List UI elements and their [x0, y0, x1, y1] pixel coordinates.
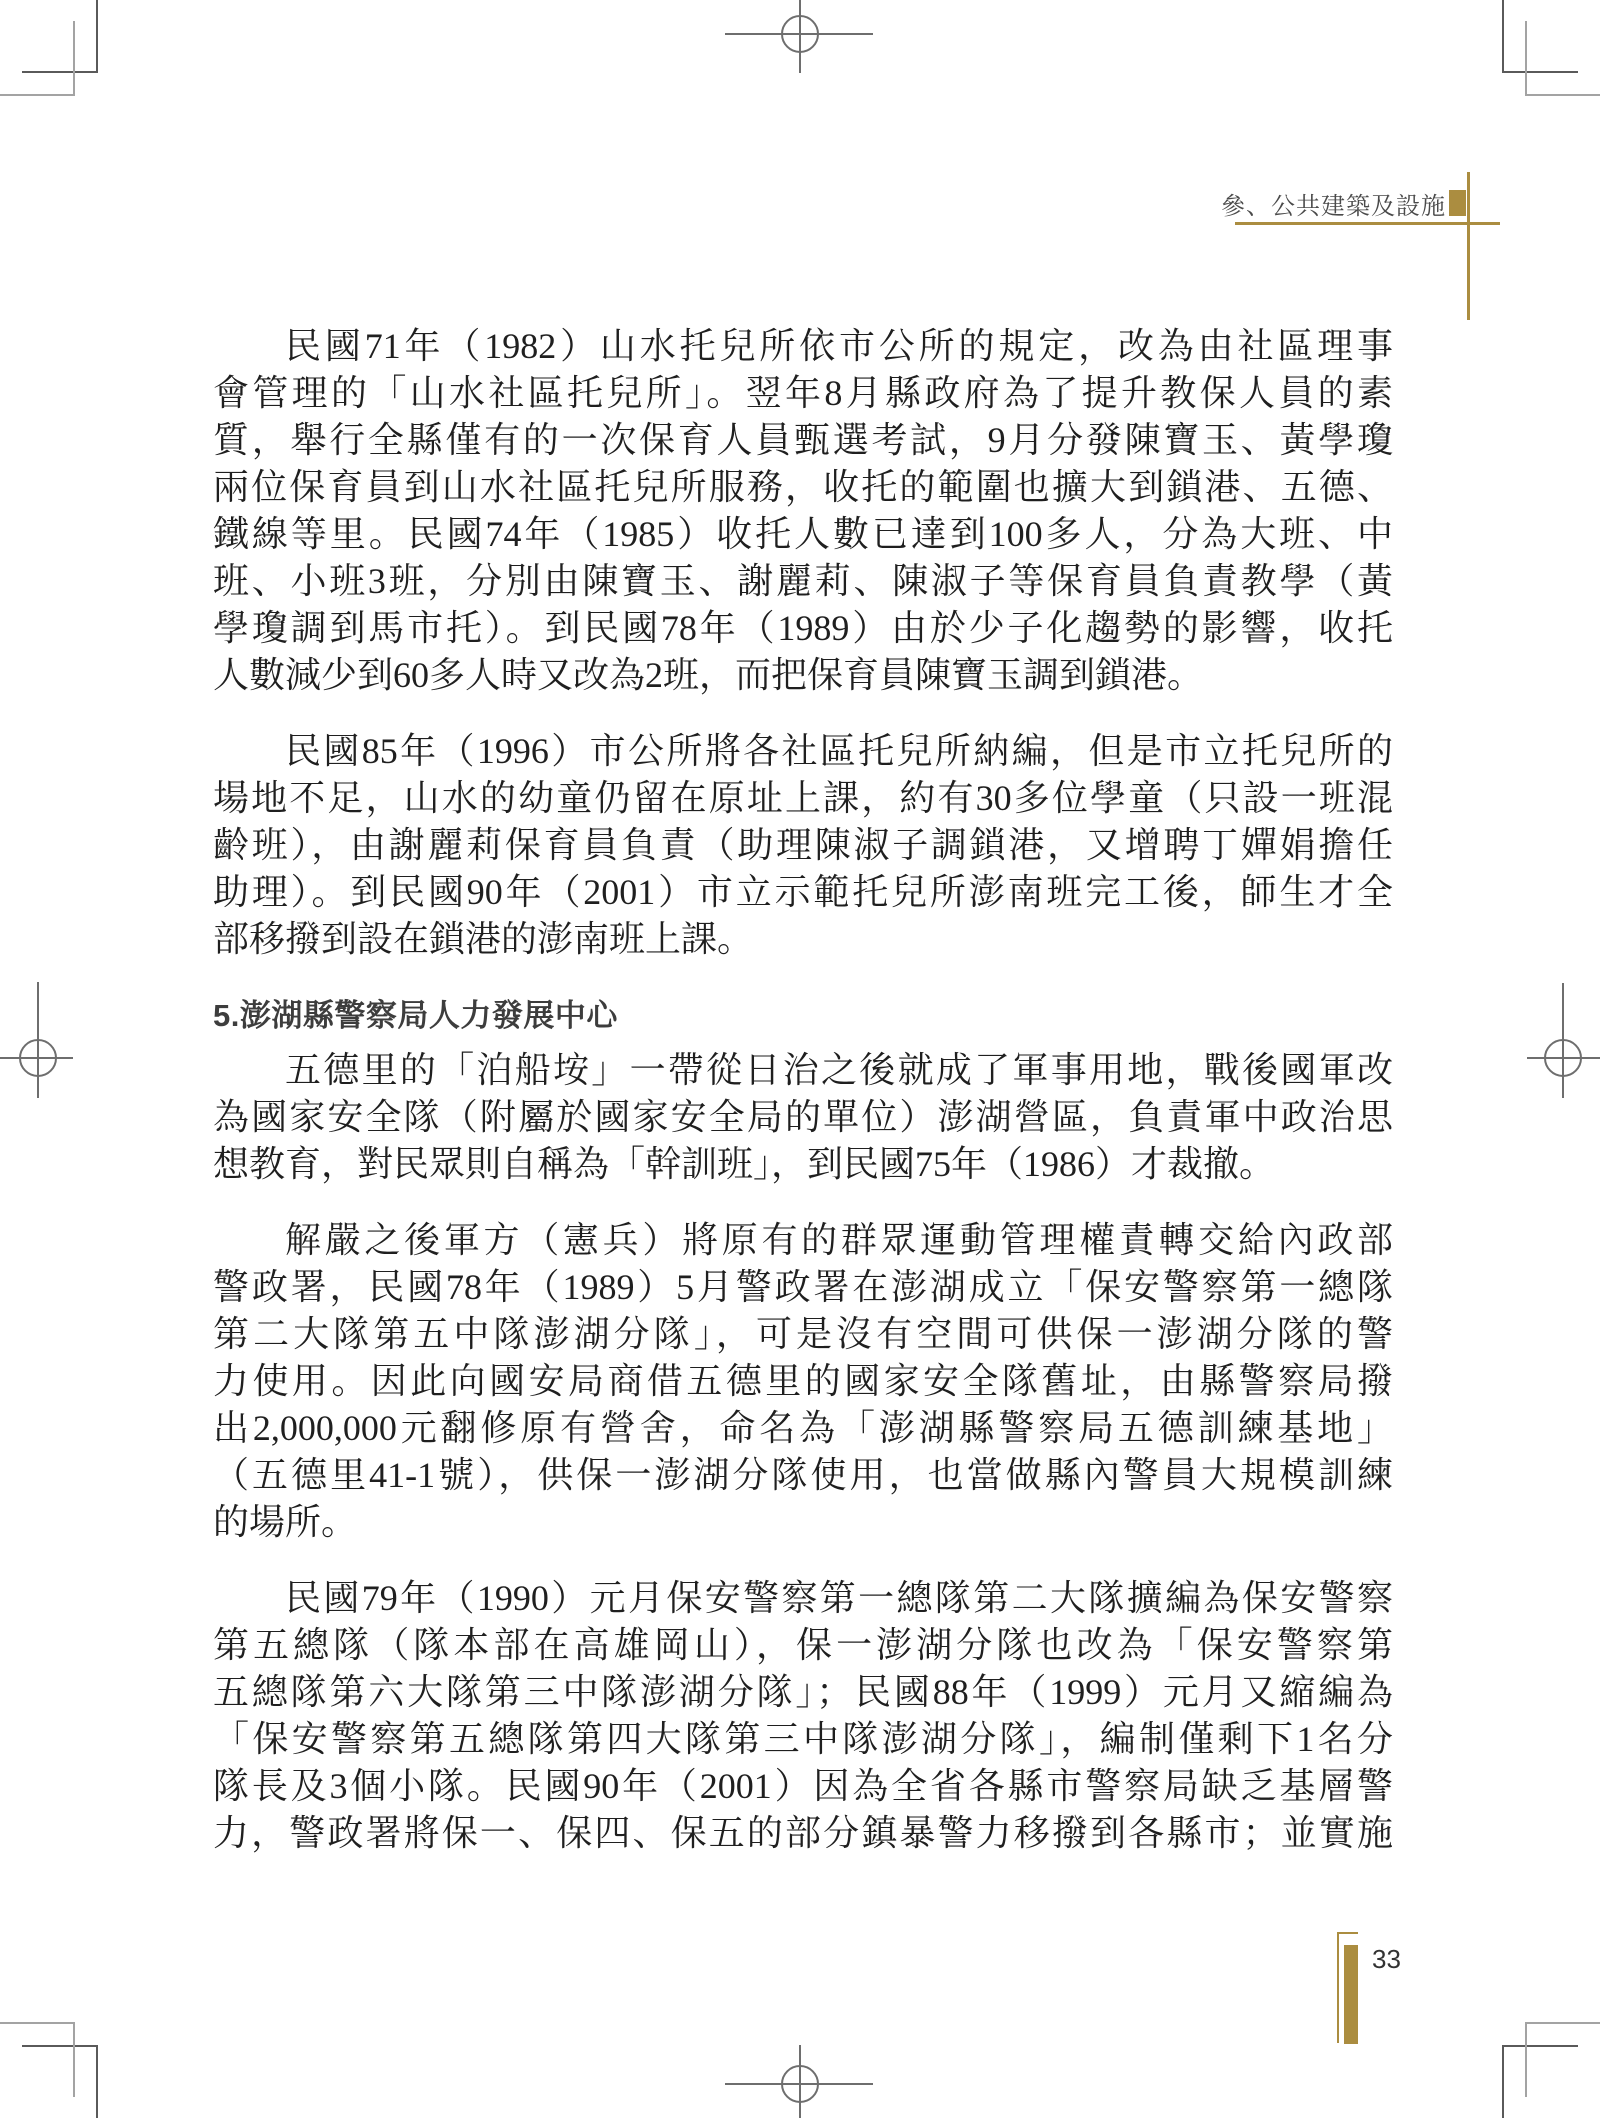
paragraph-4 [213, 1217, 1393, 1546]
crop-mark-bottom-right [1525, 2022, 1527, 2097]
text-line: 齡班），由謝麗莉保育員負責（助理陳淑子調鎖港，又增聘丁嬋娟擔任 [213, 825, 1393, 865]
paragraph-1 [213, 323, 1393, 699]
text-line: 民國79年（1990）元月保安警察第一總隊第二大隊擴編為保安警察 [285, 1578, 1393, 1618]
crop-mark-top-right [1502, 0, 1504, 73]
text-line: 五德里的「泊船垵」一帶從日治之後就成了軍事用地，戰後國軍改 [285, 1050, 1393, 1090]
text-line: 部移撥到設在鎖港的澎南班上課。 [213, 919, 754, 959]
crop-mark-bottom-right [1502, 2045, 1504, 2118]
crop-mark-bottom-left [73, 2022, 75, 2097]
text-line: 學瓊調到馬市托）。到民國78年（1989）由於少子化趨勢的影響，收托 [213, 608, 1393, 648]
registration-mark-top-center [781, 15, 819, 53]
paragraph-2 [213, 728, 1393, 963]
crop-mark-top-right [1526, 94, 1600, 96]
header-vertical-rule [1467, 172, 1470, 320]
crop-mark-top-right [1503, 71, 1578, 73]
text-line: 鐵線等里。民國74年（1985）收托人數已達到100多人，分為大班、中 [213, 514, 1393, 554]
crop-mark-top-left [73, 21, 75, 96]
text-line: 為國家安全隊（附屬於國家安全局的單位）澎湖營區，負責軍中政治思 [213, 1097, 1393, 1137]
header-horizontal-rule [1235, 222, 1500, 225]
text-line: 助理）。到民國90年（2001）市立示範托兒所澎南班完工後，師生才全 [213, 872, 1393, 912]
crop-mark-bottom-left [96, 2045, 98, 2118]
text-line: 民國85年（1996）市公所將各社區托兒所納編，但是市立托兒所的 [285, 731, 1393, 771]
text-line: 力，警政署將保一、保四、保五的部分鎮暴警力移撥到各縣市；並實施 [213, 1813, 1393, 1853]
text-line: 會管理的「山水社區托兒所」。翌年8月縣政府為了提升教保人員的素 [213, 373, 1393, 413]
text-line: 班、小班3班，分別由陳寶玉、謝麗莉、陳淑子等保育員負責教學（黃 [213, 561, 1393, 601]
text-line: 第五總隊（隊本部在高雄岡山），保一澎湖分隊也改為「保安警察第 [213, 1625, 1393, 1665]
crop-mark-bottom-right [1526, 2022, 1600, 2024]
paragraph-3 [213, 1047, 1393, 1188]
crop-mark-top-left [0, 94, 74, 96]
registration-mark-left [19, 1039, 57, 1077]
text-line: （五德里41-1號），供保一澎湖分隊使用，也當做縣內警員大規模訓練 [213, 1455, 1393, 1495]
crop-mark-bottom-right [1503, 2045, 1578, 2047]
crop-mark-top-right [1525, 21, 1527, 96]
text-line: 解嚴之後軍方（憲兵）將原有的群眾運動管理權責轉交給內政部 [285, 1220, 1393, 1260]
text-line: 場地不足，山水的幼童仍留在原址上課，約有30多位學童（只設一班混 [213, 778, 1393, 818]
text-line: 的場所。 [213, 1502, 358, 1542]
text-line: 兩位保育員到山水社區托兒所服務，收托的範圍也擴大到鎖港、五德、 [213, 467, 1393, 507]
text-line: 想教育，對民眾則自稱為「幹訓班」，到民國75年（1986）才裁撤。 [213, 1144, 1276, 1184]
text-line: 質，舉行全縣僅有的一次保育人員甄選考試，9月分發陳寶玉、黃學瓊 [213, 420, 1393, 460]
footer-thin-rule [1337, 1932, 1339, 2043]
running-header: 參、公共建築及設施 [1221, 194, 1446, 220]
registration-mark-right [1544, 1039, 1582, 1077]
text-line: 人數減少到60多人時又改為2班，而把保育員陳寶玉調到鎖港。 [213, 655, 1204, 695]
text-line: 警政署，民國78年（1989）5月警政署在澎湖成立「保安警察第一總隊 [213, 1267, 1393, 1307]
crop-mark-bottom-left [22, 2045, 97, 2047]
crop-mark-bottom-left [0, 2022, 74, 2024]
text-line: 第二大隊第五中隊澎湖分隊」，可是沒有空間可供保一澎湖分隊的警 [213, 1314, 1393, 1354]
footer-accent-bar [1344, 1945, 1358, 2044]
crop-mark-top-left [22, 71, 97, 73]
text-line: 隊長及3個小隊。民國90年（2001）因為全省各縣市警察局缺乏基層警 [213, 1766, 1393, 1806]
text-line: 五總隊第六大隊第三中隊澎湖分隊」；民國88年（1999）元月又縮編為 [213, 1672, 1393, 1712]
footer-rule-hook [1337, 1932, 1358, 1934]
text-line: 力使用。因此向國安局商借五德里的國家安全隊舊址，由縣警察局撥 [213, 1361, 1393, 1401]
page-number: 33 [1372, 1944, 1401, 1974]
section-heading: 5.澎湖縣警察局人力發展中心 [213, 998, 618, 1033]
paragraph-5 [213, 1575, 1393, 1857]
header-accent-square [1449, 190, 1466, 216]
text-line: 出2,000,000元翻修原有營舍，命名為「澎湖縣警察局五德訓練基地」 [213, 1408, 1393, 1448]
text-line: 民國71年（1982）山水托兒所依市公所的規定，改為由社區理事 [285, 326, 1393, 366]
registration-mark-bottom-center [781, 2065, 819, 2103]
text-line: 「保安警察第五總隊第四大隊第三中隊澎湖分隊」，編制僅剩下1名分 [213, 1719, 1393, 1759]
crop-mark-top-left [96, 0, 98, 73]
body-text-column [213, 323, 1393, 1886]
